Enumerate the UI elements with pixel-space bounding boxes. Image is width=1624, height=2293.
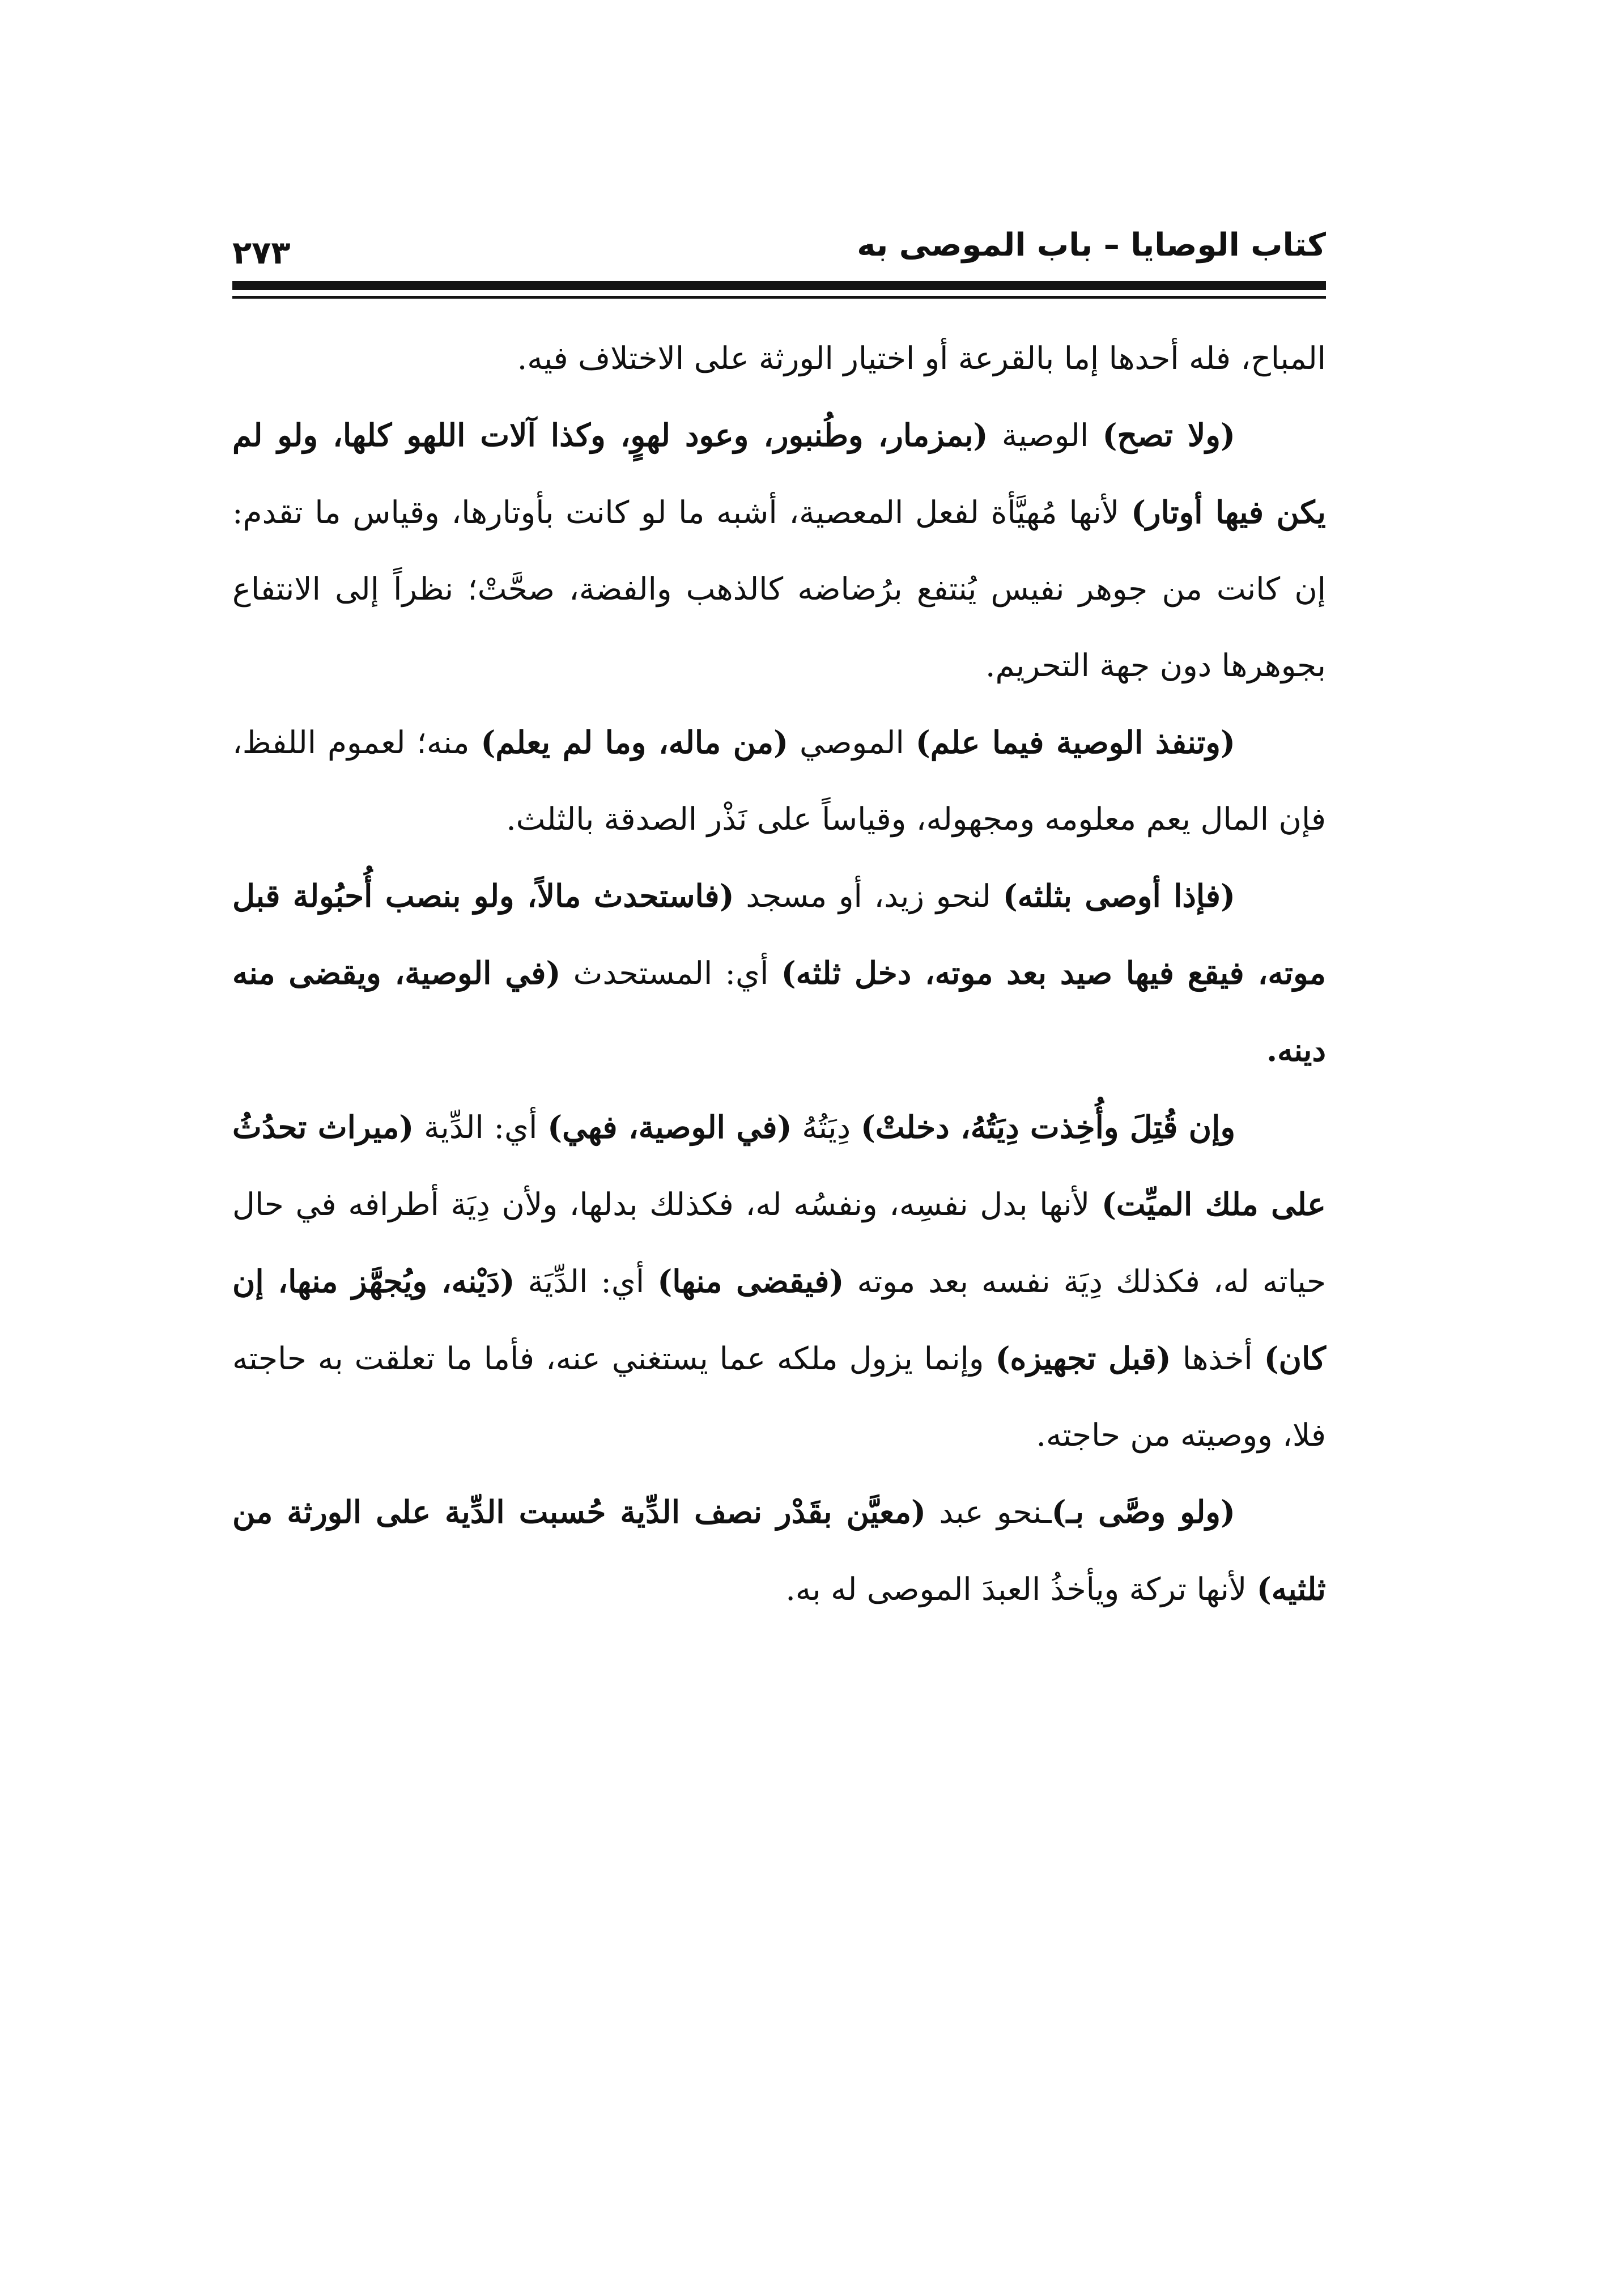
sharh-text: لنحو زيد، أو مسجد [734,878,1003,914]
matn-text: وإن قُتِلَ وأُخِذت دِيَتُهُ، دخلتْ) [860,1109,1236,1145]
sharh-text: أي: الدِّيَة [515,1263,658,1300]
matn-text: (ولا تصح) [1102,417,1236,453]
matn-text: (دَيْنه، ويُجهَّز منها، إن كان) [232,1263,1326,1377]
matn-text: (قبل تجهيزه) [995,1340,1171,1377]
body-text [232,320,1326,1628]
paragraph [232,320,1326,397]
header-rule-thick [232,281,1326,290]
sharh-text: أي: المستحدث [560,955,781,991]
matn-text: (وتنفذ الوصية فيما علم) [915,724,1235,761]
matn-text: (فيقضى منها) [657,1263,844,1300]
sharh-text: لأنها تركة ويأخذُ العبدَ الموصى له به. [785,1571,1257,1607]
sharh-text: وإنما يزول ملكه عما يستغني عنه، فأما ما تعلقت به حاجته فلا، ووصيته من حاجته. [232,1340,1326,1453]
sharh-text: المباح، فله أحدها إما بالقرعة أو اختيار الورثة على الاختلاف فيه. [517,340,1326,376]
matn-text: (ميراث تحدُثُ على ملك الميِّت) [232,1109,1327,1222]
sharh-text: ـنحو عبد [926,1494,1052,1530]
matn-text: (من ماله، وما لم يعلم) [481,724,789,761]
page-number: ٢٧٣ [232,235,291,271]
sharh-text: أي: الدِّية [414,1109,548,1145]
page-header [232,210,1326,278]
matn-text: (فإذا أوصى بثلثه) [1002,877,1235,914]
sharh-text: لأنها بدل نفسِه، ونفسُه له، فكذلك بدلها، ولأن دِيَة أطرافه في حال حياته له، فكذلك دِيَة نفسه بعد موته [232,1186,1326,1300]
sharh-text: دِيَتُهُ [792,1109,861,1145]
running-title: كتاب الوصايا – باب الموصى به [857,227,1326,264]
matn-text: (معيَّن بقَدْر نصف الدِّية حُسبت الدِّية على الورثة من ثلثيه) [232,1493,1326,1607]
matn-text: (فاستحدث مالاً، ولو بنصب أُحبُولة قبل موته، فيقع فيها صيد بعد موته، دخل ثلثه) [232,877,1326,991]
paragraph [232,1089,1326,1474]
sharh-text: أخذها [1171,1340,1264,1377]
matn-text: (في الوصية، فهي) [547,1109,792,1145]
sharh-text: الوصية [988,417,1103,453]
matn-text: (ولو وصَّى بـ) [1051,1493,1235,1530]
header-rule-thin [232,296,1326,299]
sharh-text: منه؛ لعموم اللفظ، فإن المال يعم معلومه ومجهوله، وقياساً على نَذْر الصدقة بالثلث. [232,724,1326,837]
sharh-text: لأنها مُهيَّأة لفعل المعصية، أشبه ما لو كانت بأوتارها، وقياس ما تقدم: إن كانت من جوهر نفيس يُنتفع برُضاضه كالذهب والفضة، صحَّتْ؛ نظراً إلى الانتفاع بجوهرها دون جهة التحريم. [232,494,1326,683]
matn-text: (في الوصية، ويقضى منه دينه. [232,954,1326,1068]
paragraph [232,397,1326,704]
paragraph [232,1474,1326,1628]
sharh-text: الموصي [788,724,916,761]
paragraph [232,857,1326,1089]
matn-text: (بمزمار، وطُنبور، وعود لهوٍ، وكذا آلات اللهو كلها، ولو لم يكن فيها أوتار) [232,417,1326,530]
paragraph [232,704,1326,857]
